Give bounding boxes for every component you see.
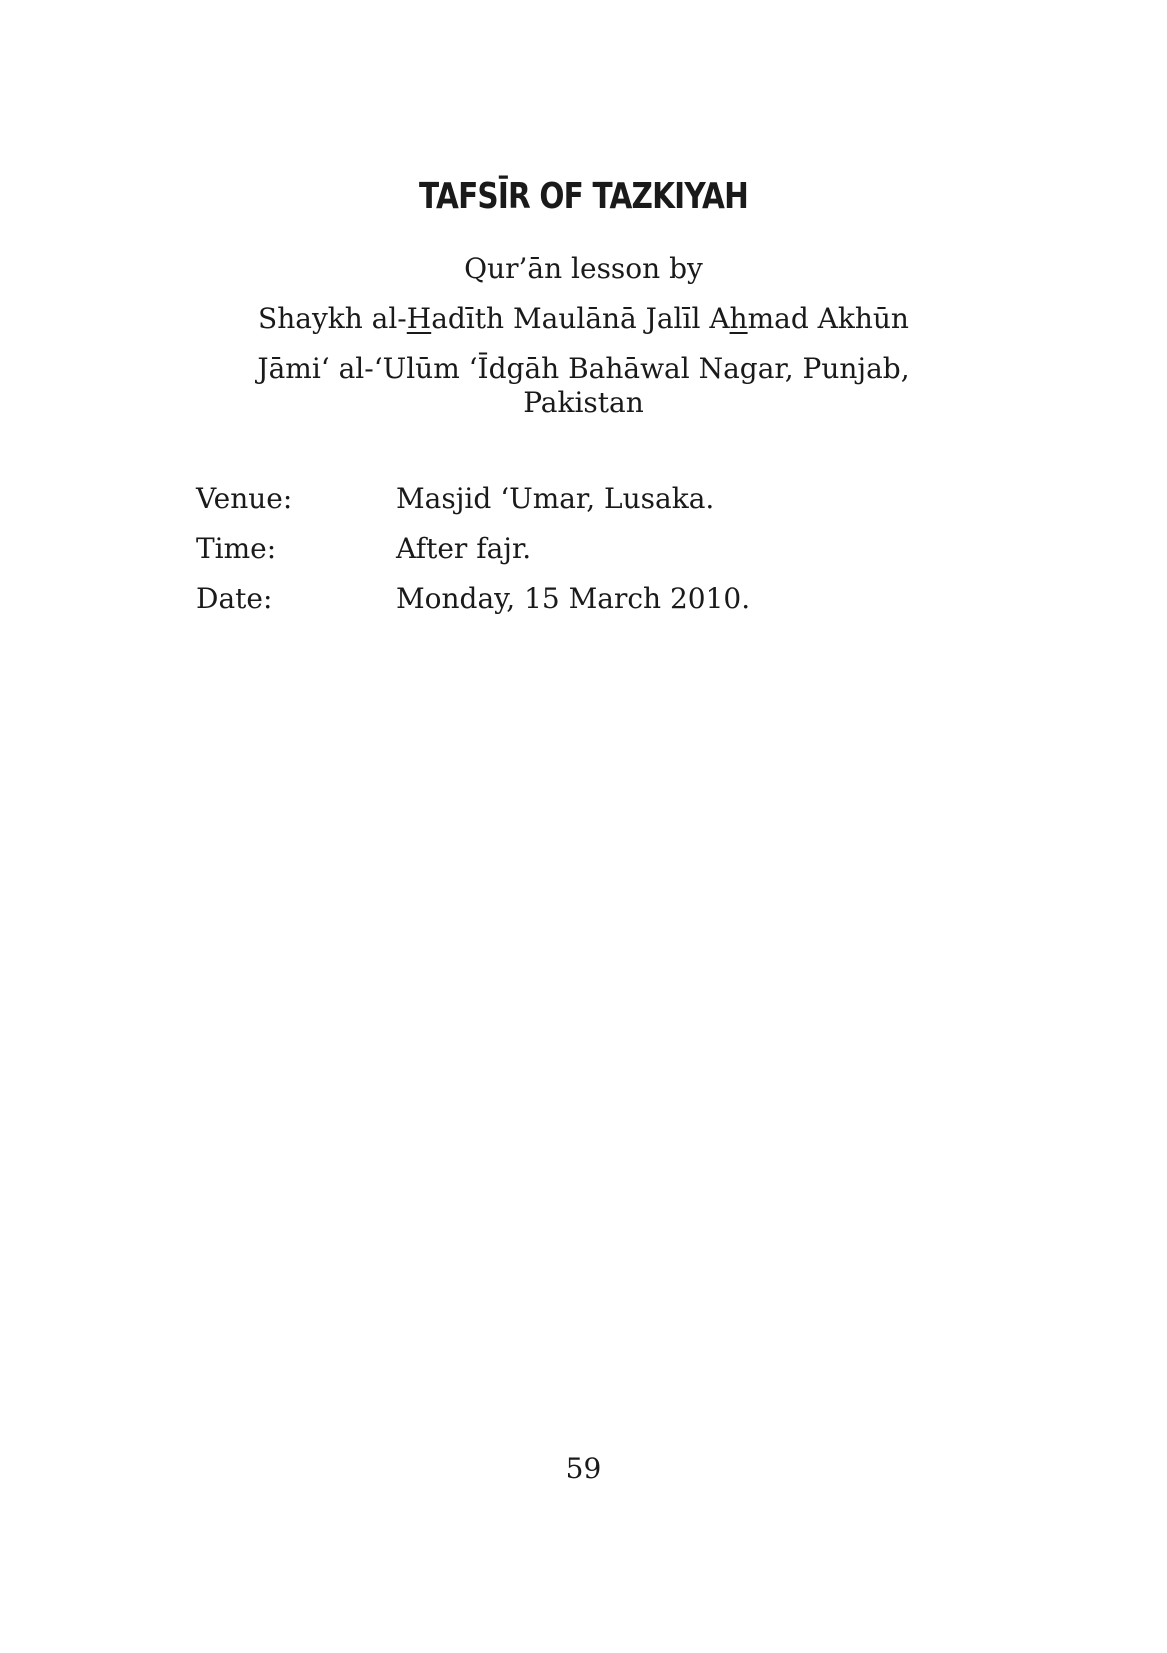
institution [0,352,1167,420]
author-middle: adīth Maulānā Jalīl A [431,302,730,335]
page-number: 59 [565,1452,602,1485]
author-underlined-h: H [406,302,432,335]
lesson-details [196,482,750,632]
institution-line-1: Jāmi‘ al-‘Ulūm ‘Īdgāh Bahāwal Nagar, Punjab, [257,352,910,385]
detail-label: Date: [196,582,273,615]
detail-row-time [196,532,750,582]
institution-line-2: Pakistan [523,386,644,419]
author-line [0,302,1167,336]
detail-label: Venue: [196,482,293,515]
author-suffix: mad Akhūn [747,302,909,335]
author-underlined-h2: h [729,302,748,335]
detail-row-venue [196,482,750,532]
detail-label: Time: [196,532,277,565]
detail-value: After fajr. [396,532,532,565]
detail-value: Masjid ‘Umar, Lusaka. [396,482,715,515]
detail-value: Monday, 15 March 2010. [396,582,751,615]
subtitle: Qur’ān lesson by [464,252,703,285]
author-prefix: Shaykh al- [258,302,407,335]
page-title: TAFSĪR OF TAZKIYAH [419,176,748,217]
detail-row-date [196,582,750,632]
